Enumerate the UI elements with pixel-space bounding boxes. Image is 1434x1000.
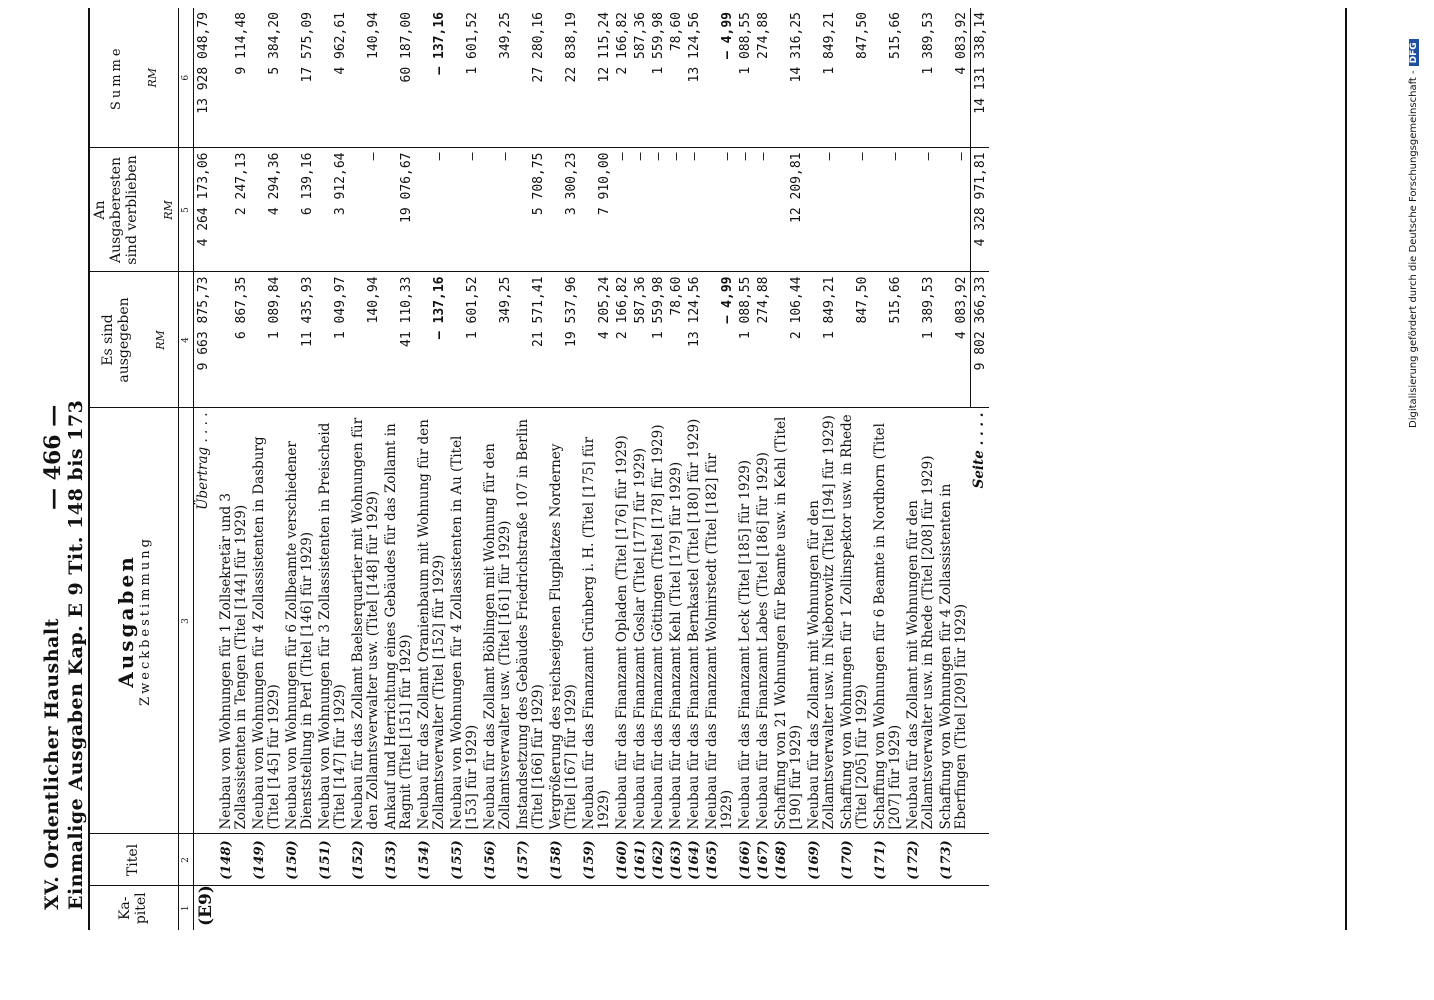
ausgabereste-cell: —: [415, 148, 448, 272]
col-header-ausgaben: [88, 408, 179, 834]
ausgabereste-cell: —: [904, 148, 937, 272]
titel-cell: (154): [415, 834, 448, 886]
table-row: [703, 8, 736, 930]
ausgegeben-cell: 1 559,98: [649, 272, 667, 408]
summe-cell: 60 187,00: [382, 8, 415, 148]
summe-cell: 4 962,61: [316, 8, 349, 148]
ausgabereste-cell: —: [667, 148, 685, 272]
col-number-1: 1: [179, 886, 194, 930]
titel-cell: (152): [349, 834, 382, 886]
ausgegeben-cell: — 137,16: [415, 272, 448, 408]
ausgabereste-cell: —: [937, 148, 970, 272]
ausgabereste-cell: —: [838, 148, 871, 272]
kapitel-cell: [871, 886, 904, 930]
ausgabereste-cell: —: [631, 148, 649, 272]
ausgegeben-cell: 847,50: [838, 272, 871, 408]
ausgabereste-cell: —: [754, 148, 772, 272]
col-number-2: 2: [179, 834, 194, 886]
zweck-cell: Instandsetzung des Gebäudes Friedrichstraße 107 in Berlin (Titel [166] für 1929): [514, 408, 547, 834]
kapitel-cell: [415, 886, 448, 930]
ausgabereste-cell: 2 247,13: [217, 148, 250, 272]
ausgabereste-cell: —: [448, 148, 481, 272]
ausgabereste-cell: 3 912,64: [316, 148, 349, 272]
zweck-cell: Neubau für das Finanzamt Grünberg i. H. (Titel [175] für 1929): [580, 408, 613, 834]
kapitel-cell: [481, 886, 514, 930]
zweck-cell: Neubau für das Finanzamt Göttingen (Titel [178] für 1929): [649, 408, 667, 834]
zweck-cell: Neubau für das Zollamt mit Wohnungen für den Zollamtsverwalter usw. in Nieborowitz (Titel [194] für 1929): [805, 408, 838, 834]
col-number-3: 3: [179, 408, 194, 834]
zweck-cell: Neubau für das Finanzamt Opladen (Titel [176] für 1929): [613, 408, 631, 834]
titel-cell: (162): [649, 834, 667, 886]
ausgabereste-cell: —: [736, 148, 754, 272]
summe-cell: 140,94: [349, 8, 382, 148]
summe-cell: 27 280,16: [514, 8, 547, 148]
zweck-cell: Neubau von Wohnungen für 6 Zollbeamte verschiedener Dienststellung in Perl (Titel [146] für 1929): [283, 408, 316, 834]
ausgabereste-cell: 7 910,00: [580, 148, 613, 272]
uebertrag-col4: 9 663 875,73: [194, 272, 218, 408]
ausgegeben-cell: — 4,99: [703, 272, 736, 408]
col-header-summe: [88, 8, 179, 148]
kapitel-cell: [631, 886, 649, 930]
ausgegeben-cell: 4 205,24: [580, 272, 613, 408]
ausgegeben-cell: 2 106,44: [772, 272, 805, 408]
table-row: [772, 8, 805, 930]
kapitel-cell: [805, 886, 838, 930]
titel-cell: (156): [481, 834, 514, 886]
ausgegeben-cell: 4 083,92: [937, 272, 970, 408]
seite-row: [970, 8, 989, 930]
ausgaben-subtitle: Zweckbestimmung: [137, 536, 153, 706]
summe-cell: 274,88: [754, 8, 772, 148]
zweck-cell: Neubau für das Finanzamt Kehl (Titel [179] für 1929): [667, 408, 685, 834]
seite-col6: 14 131 338,14: [970, 8, 989, 148]
zweck-cell: Neubau für das Zollamt mit Wohnungen für den Zollamtsverwalter usw. in Rhede (Titel [208] für 1929): [904, 408, 937, 834]
zweck-cell: Ankauf und Herrichtung eines Gebäudes für das Zollamt in Ragnit (Titel [151] für 1929): [382, 408, 415, 834]
ausgegeben-cell: 78,60: [667, 272, 685, 408]
ausgegeben-cell: 19 537,96: [547, 272, 580, 408]
ausgabereste-cell: 3 300,23: [547, 148, 580, 272]
summe-cell: 1 601,52: [448, 8, 481, 148]
summe-cell: 17 575,09: [283, 8, 316, 148]
ausgaben-title: Ausgaben: [113, 554, 138, 688]
kapitel-cell: [937, 886, 970, 930]
seite-label: Seite . . . .: [970, 408, 989, 834]
titel-cell: (172): [904, 834, 937, 886]
zweck-cell: Schaffung von Wohnungen für 6 Beamte in Nordhorn (Titel [207] für 1929): [871, 408, 904, 834]
dfg-credit: [1408, 39, 1419, 428]
ausgabereste-cell: 12 209,81: [772, 148, 805, 272]
table-row: [871, 8, 904, 930]
ausgabereste-cell: —: [613, 148, 631, 272]
table-row: [316, 8, 349, 930]
summe-cell: 13 124,56: [685, 8, 703, 148]
dfg-logo: DFG: [1409, 39, 1419, 66]
table-row: [250, 8, 283, 930]
dfg-credit-text: Digitalisierung gefördert durch die Deutsche Forschungsgemeinschaft -: [1408, 70, 1419, 428]
zweck-cell: Vergrößerung des reichseigenen Flugplatzes Norderney (Titel [167] für 1929): [547, 408, 580, 834]
table-row: [481, 8, 514, 930]
summe-cell: — 4,99: [703, 8, 736, 148]
table-row: [415, 8, 448, 930]
table-row: [754, 8, 772, 930]
titel-cell: (160): [613, 834, 631, 886]
ausgegeben-cell: 11 435,93: [283, 272, 316, 408]
kapitel-cell: [283, 886, 316, 930]
kapitel-cell: [703, 886, 736, 930]
ausgabereste-cell: 4 294,36: [250, 148, 283, 272]
ausgegeben-cell: 1 049,97: [316, 272, 349, 408]
ausgegeben-cell: 21 571,41: [514, 272, 547, 408]
page-number: — 466 —: [40, 404, 66, 510]
titel-cell: (169): [805, 834, 838, 886]
ausgegeben-cell: 349,25: [481, 272, 514, 408]
seite-col5: 4 328 971,81: [970, 148, 989, 272]
seite-col4: 9 802 366,33: [970, 272, 989, 408]
ausgabereste-cell: 19 076,67: [382, 148, 415, 272]
table-row: [667, 8, 685, 930]
titel-cell: (164): [685, 834, 703, 886]
kapitel-cell: [736, 886, 754, 930]
col-number-5: 5: [179, 148, 194, 272]
zweck-cell: Neubau für das Zollamt Oranienbaum mit Wohnung für den Zollamtsverwalter (Titel [152] für 1929): [415, 408, 448, 834]
col-header-kapitel: Ka-pitel: [88, 886, 179, 930]
table-row: [580, 8, 613, 930]
table-row: [685, 8, 703, 930]
table-row: [736, 8, 754, 930]
ausgegeben-cell: 1 849,21: [805, 272, 838, 408]
col-number-4: 4: [179, 272, 194, 408]
table-row: [349, 8, 382, 930]
col5-label: An Ausgaberesten sind verblieben: [91, 155, 140, 265]
ausgabereste-cell: —: [805, 148, 838, 272]
ausgabereste-cell: —: [703, 148, 736, 272]
zweck-cell: Neubau für das Finanzamt Wolmirstedt (Titel [182] für 1929): [703, 408, 736, 834]
titel-cell: (173): [937, 834, 970, 886]
summe-cell: 2 166,82: [613, 8, 631, 148]
zweck-cell: Neubau für das Finanzamt Goslar (Titel [177] für 1929): [631, 408, 649, 834]
kapitel-label: (E9): [196, 885, 216, 926]
ausgabereste-cell: —: [649, 148, 667, 272]
titel-cell: (148): [217, 834, 250, 886]
budget-table: [88, 8, 989, 930]
table-row: [805, 8, 838, 930]
col5-unit: RM: [161, 200, 175, 220]
ausgegeben-cell: 515,66: [871, 272, 904, 408]
ausgegeben-cell: 1 389,53: [904, 272, 937, 408]
zweck-cell: Neubau von Wohnungen für 1 Zollsekretär und 3 Zollassistenten in Tengen (Titel [144] für 1929): [217, 408, 250, 834]
col-header-titel: Titel: [88, 834, 179, 886]
col6-unit: RM: [145, 67, 159, 88]
kapitel-cell: [772, 886, 805, 930]
summe-cell: 587,36: [631, 8, 649, 148]
ausgegeben-cell: 274,88: [754, 272, 772, 408]
table-row: [547, 8, 580, 930]
kapitel-cell: [514, 886, 547, 930]
summe-cell: 515,66: [871, 8, 904, 148]
summe-cell: 1 559,98: [649, 8, 667, 148]
table-row: [448, 8, 481, 930]
ausgabereste-cell: —: [481, 148, 514, 272]
kapitel-cell: [217, 886, 250, 930]
titel-cell: (161): [631, 834, 649, 886]
uebertrag-col5: 4 264 173,06: [194, 148, 218, 272]
kapitel-cell: [448, 886, 481, 930]
titel-cell: (165): [703, 834, 736, 886]
ausgegeben-cell: 1 601,52: [448, 272, 481, 408]
titel-cell: (166): [736, 834, 754, 886]
col4-label: Es sind ausgegeben: [99, 297, 132, 383]
kapitel-cell: [349, 886, 382, 930]
titel-cell: (150): [283, 834, 316, 886]
summe-cell: 22 838,19: [547, 8, 580, 148]
titel-cell: (157): [514, 834, 547, 886]
titel-cell: (170): [838, 834, 871, 886]
kapitel-cell: [547, 886, 580, 930]
table-row: [514, 8, 547, 930]
ausgabereste-cell: —: [685, 148, 703, 272]
kapitel-cell: [250, 886, 283, 930]
kapitel-cell: [685, 886, 703, 930]
titel-cell: (155): [448, 834, 481, 886]
table-row: [283, 8, 316, 930]
uebertrag-col6: 13 928 048,79: [194, 8, 218, 148]
zweck-cell: Neubau für das Zollamt Böblingen mit Wohnung für den Zollamtsverwalter usw. (Titel [161] für 1929): [481, 408, 514, 834]
table-row: [838, 8, 871, 930]
table-row: [904, 8, 937, 930]
kapitel-cell: [316, 886, 349, 930]
ausgabereste-cell: —: [349, 148, 382, 272]
summe-cell: 78,60: [667, 8, 685, 148]
titel-cell: (167): [754, 834, 772, 886]
summe-cell: 1 389,53: [904, 8, 937, 148]
table-row: [613, 8, 631, 930]
header-line-2: Einmalige Ausgaben Kap. E 9 Tit. 148 bis 173: [65, 399, 87, 910]
summe-cell: 1 849,21: [805, 8, 838, 148]
table-row: [649, 8, 667, 930]
zweck-cell: Schaffung von Wohnungen für 1 Zollinspektor usw. in Rhede (Titel [205] für 1929): [838, 408, 871, 834]
ausgegeben-cell: 41 110,33: [382, 272, 415, 408]
col-header-ausgabereste: [88, 148, 179, 272]
table-row: [382, 8, 415, 930]
zweck-cell: Neubau für das Finanzamt Bernkastel (Titel [180] für 1929): [685, 408, 703, 834]
summe-cell: 9 114,48: [217, 8, 250, 148]
ausgegeben-cell: 2 166,82: [613, 272, 631, 408]
ausgegeben-cell: 587,36: [631, 272, 649, 408]
summe-cell: — 137,16: [415, 8, 448, 148]
summe-cell: 4 083,92: [937, 8, 970, 148]
ausgabereste-cell: —: [871, 148, 904, 272]
ausgegeben-cell: 1 088,55: [736, 272, 754, 408]
kapitel-cell: [754, 886, 772, 930]
ausgegeben-cell: 13 124,56: [685, 272, 703, 408]
col-number-6: 6: [179, 8, 194, 148]
ausgegeben-cell: 140,94: [349, 272, 382, 408]
col-header-ausgegeben: [88, 272, 179, 408]
zweck-cell: Neubau von Wohnungen für 3 Zollassistenten in Preischeid (Titel [147] für 1929): [316, 408, 349, 834]
titel-cell: (159): [580, 834, 613, 886]
titel-cell: (171): [871, 834, 904, 886]
kapitel-cell: [580, 886, 613, 930]
kapitel-cell: [649, 886, 667, 930]
zweck-cell: Neubau für das Finanzamt Leck (Titel [185] für 1929): [736, 408, 754, 834]
summe-cell: 1 088,55: [736, 8, 754, 148]
zweck-cell: Neubau von Wohnungen für 4 Zollassistenten in Au (Titel [153] für 1929): [448, 408, 481, 834]
kapitel-cell: [382, 886, 415, 930]
summe-cell: 14 316,25: [772, 8, 805, 148]
ausgegeben-cell: 6 867,35: [217, 272, 250, 408]
titel-cell: (149): [250, 834, 283, 886]
zweck-cell: Neubau für das Zollamt Baelserquartier mit Wohnungen für den Zollamtsverwalter usw. (Titel [148] für 1929): [349, 408, 382, 834]
kapitel-cell: [904, 886, 937, 930]
kapitel-cell: [667, 886, 685, 930]
uebertrag-label: Übertrag . . . .: [194, 408, 218, 834]
table-row: [937, 8, 970, 930]
titel-cell: (158): [547, 834, 580, 886]
kapitel-cell: [838, 886, 871, 930]
header-line-1: XV. Ordentlicher Haushalt: [41, 618, 63, 910]
ausgabereste-cell: 6 139,16: [283, 148, 316, 272]
titel-cell: (153): [382, 834, 415, 886]
summe-cell: 847,50: [838, 8, 871, 148]
zweck-cell: Schaffung von 21 Wohnungen für Beamte usw. in Kehl (Titel [190] für 1929): [772, 408, 805, 834]
kapitel-cell: [613, 886, 631, 930]
titel-cell: (168): [772, 834, 805, 886]
table-row: [631, 8, 649, 930]
summe-cell: 349,25: [481, 8, 514, 148]
col6-label: Summe: [108, 45, 124, 111]
table-row: [217, 8, 250, 930]
zweck-cell: Neubau von Wohnungen für 4 Zollassistenten in Dasburg (Titel [145] für 1929): [250, 408, 283, 834]
summe-cell: 5 384,20: [250, 8, 283, 148]
titel-cell: (151): [316, 834, 349, 886]
col4-unit: RM: [153, 330, 167, 350]
zweck-cell: Neubau für das Finanzamt Labes (Titel [186] für 1929): [754, 408, 772, 834]
summe-cell: 12 115,24: [580, 8, 613, 148]
ausgabereste-cell: 5 708,75: [514, 148, 547, 272]
ausgegeben-cell: 1 089,84: [250, 272, 283, 408]
zweck-cell: Schaffung von Wohnungen für 4 Zollassistenten in Eberfingen (Titel [209] für 1929): [937, 408, 970, 834]
titel-cell: (163): [667, 834, 685, 886]
uebertrag-row: [194, 8, 218, 930]
